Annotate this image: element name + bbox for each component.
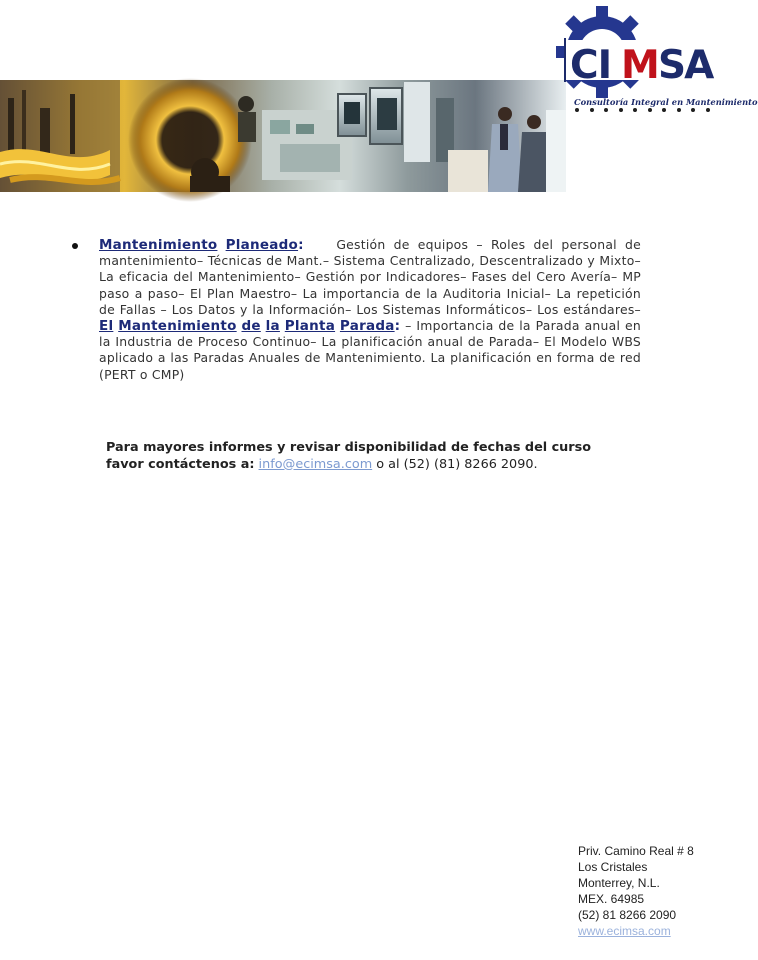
course-title-word-1[interactable]: Mantenimiento bbox=[99, 237, 218, 253]
email-link[interactable]: info@ecimsa.com bbox=[258, 456, 373, 472]
website-link[interactable]: www.ecimsa.com bbox=[578, 924, 671, 938]
bullet-icon bbox=[72, 243, 78, 249]
header-banner-image bbox=[0, 80, 566, 192]
link-word-parada[interactable]: Parada bbox=[339, 318, 395, 335]
contact-line-1: Para mayores informes y revisar disponibilidad de fechas del curso bbox=[106, 440, 592, 455]
course-description bbox=[99, 237, 641, 383]
address-block bbox=[578, 843, 720, 939]
industrial-collage bbox=[0, 80, 566, 192]
svg-text:SA: SA bbox=[658, 43, 713, 88]
course-description-part-1: Gestión de equipos – Roles del personal de mantenimiento– Técnicas de Mant.– Sistema Centralizado, Descentralizado y Mixto– La eficacia del Mantenimiento– Gestión por Indicadores– Fases del Cero Avería– MP paso a paso– El Plan Maestro– La importancia de la Auditoria Inicial– La repetición de Fallas – Los Datos y la Información– Los Sistemas Informáticos– Los estándares– bbox=[99, 237, 641, 317]
contact-line-2-prefix: favor contáctenos a: bbox=[106, 456, 255, 472]
logo-tagline: Consultoría Integral en Mantenimiento bbox=[574, 97, 758, 107]
contact-info bbox=[106, 440, 636, 473]
link-word-de[interactable]: de bbox=[241, 318, 261, 335]
address-street: Priv. Camino Real # 8 bbox=[578, 844, 694, 858]
link-colon: : bbox=[394, 318, 401, 335]
svg-text:CI: CI bbox=[570, 43, 612, 88]
address-city: Monterrey, N.L. bbox=[578, 876, 660, 890]
link-word-la[interactable]: la bbox=[265, 318, 280, 335]
link-word-planta[interactable]: Planta bbox=[284, 318, 336, 335]
svg-text:M: M bbox=[621, 43, 660, 88]
course-title-colon: : bbox=[298, 237, 304, 253]
link-word-el[interactable]: El bbox=[99, 318, 114, 335]
address-country-zip: MEX. 64985 bbox=[578, 892, 645, 906]
contact-phone: o al (52) (81) 8266 2090. bbox=[376, 456, 538, 472]
address-phone: (52) 81 8266 2090 bbox=[578, 908, 677, 922]
decorative-dots bbox=[575, 108, 710, 112]
course-title-word-2[interactable]: Planeado bbox=[225, 237, 299, 253]
course-description-part-2: – Importancia de la Parada anual en la Industria de Proceso Continuo– La planificación anual de Parada– El Modelo WBS aplicado a las Paradas Anuales de Mantenimiento. La planificación en forma de red (PERT o CMP) bbox=[99, 318, 641, 382]
link-word-mantenimiento[interactable]: Mantenimiento bbox=[118, 318, 237, 335]
address-colony: Los Cristales bbox=[578, 860, 648, 874]
